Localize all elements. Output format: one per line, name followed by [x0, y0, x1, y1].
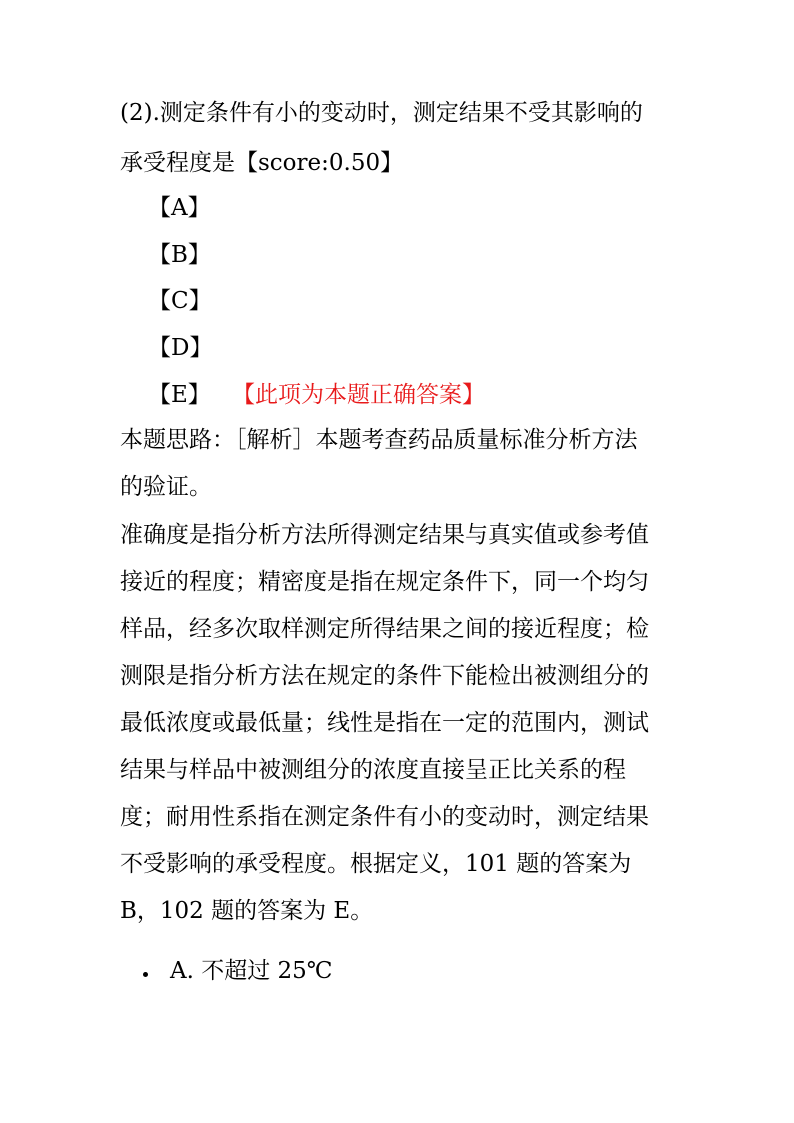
option-e: 【E】 — [148, 382, 211, 408]
explanation-line-5: 样品，经多次取样测定所得结果之间的接近程度；检 — [120, 616, 649, 642]
explanation-line-3: 准确度是指分析方法所得测定结果与真实值或参考值 — [120, 522, 649, 548]
explanation-line-2: 的验证。 — [120, 474, 212, 500]
option-d: 【D】 — [148, 335, 213, 361]
explanation-line-8: 结果与样品中被测组分的浓度直接呈正比关系的程 — [120, 757, 626, 783]
explanation-line-1: 本题思路：［解析］本题考查药品质量标准分析方法 — [120, 427, 638, 453]
bullet-icon — [143, 972, 148, 977]
option-c: 【C】 — [148, 288, 212, 314]
option-a: 【A】 — [148, 195, 211, 221]
explanation-line-7: 最低浓度或最低量；线性是指在一定的范围内，测试 — [120, 710, 649, 736]
option-b: 【B】 — [148, 242, 211, 268]
explanation-line-4: 接近的程度；精密度是指在规定条件下，同一个均匀 — [120, 569, 649, 595]
explanation-line-10: 不受影响的承受程度。根据定义，101 题的答案为 — [120, 851, 632, 877]
explanation-line-6: 测限是指分析方法在规定的条件下能检出被测组分的 — [120, 663, 649, 689]
correct-answer-marker: 【此项为本题正确答案】 — [232, 382, 485, 408]
explanation-line-11: B，102 题的答案为 E。 — [120, 898, 374, 924]
question-text-line-2: 承受程度是【score:0.50】 — [120, 150, 404, 176]
question-text-line-1: (2).测定条件有小的变动时，测定结果不受其影响的 — [120, 100, 643, 126]
explanation-line-9: 度；耐用性系指在测定条件有小的变动时，测定结果 — [120, 804, 649, 830]
next-question-choice-a[interactable]: A. 不超过 25℃ — [170, 958, 333, 984]
